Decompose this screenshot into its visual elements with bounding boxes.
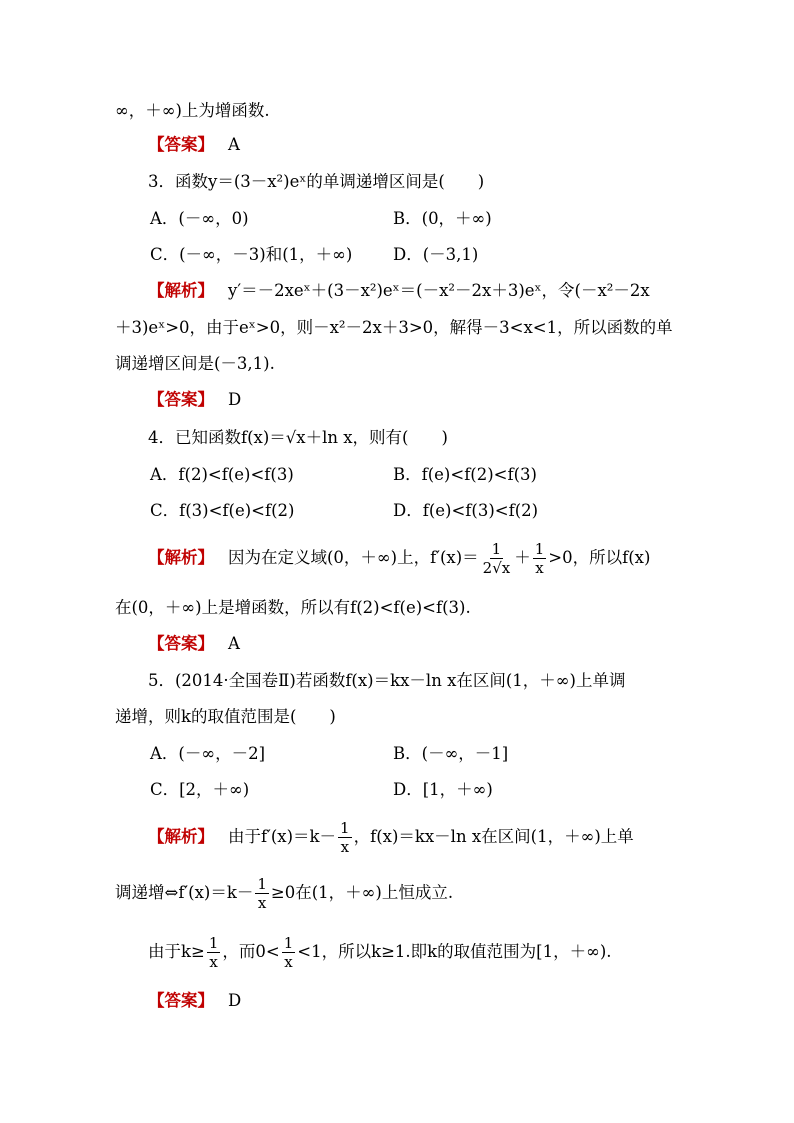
option-d: D．[1，＋∞) [393, 780, 493, 799]
solution-tag: 【解析】 [148, 548, 214, 567]
answer-value: D [228, 390, 242, 409]
solution-tag: 【解析】 [148, 281, 214, 300]
option-c: C．f(3)<f(e)<f(2) [150, 501, 295, 520]
option-d: D．f(e)<f(3)<f(2) [393, 501, 539, 520]
fraction-denominator: x [340, 838, 350, 856]
fraction-denominator: 2√x [482, 559, 511, 577]
solution-text: <1，所以k≥1.即k的取值范围为[1，＋∞). [297, 942, 612, 961]
fraction-denominator: x [209, 953, 218, 971]
option-b: B．(－∞，－1] [393, 744, 509, 763]
answer-line [148, 134, 684, 156]
answer-tag: 【答案】 [148, 634, 214, 653]
question-5-cont: 递增，则k的取值范围是( ) [115, 707, 336, 726]
answer-value: A [228, 634, 240, 653]
fraction-numerator: 1 [208, 934, 219, 952]
answer-value: A [228, 135, 240, 154]
solution-text: ，f(x)＝kx－ln x在区间(1，＋∞)上单 [353, 827, 634, 846]
fraction [255, 875, 269, 912]
option-a: A．f(2)<f(e)<f(3) [150, 465, 294, 484]
question-5: 5．(2014·全国卷Ⅱ)若函数f(x)＝kx－ln x在区间(1，＋∞)上单调 [148, 671, 626, 690]
answer-tag: 【答案】 [148, 390, 214, 409]
solution-line: 【解析】 因为在定义域(0，＋∞)上，f′(x)＝ $\frac{1}{2√x}$ ＋ $\frac{1}{x}$ >0，所以f(x) [148, 540, 651, 577]
fraction-numerator: 1 [340, 819, 350, 837]
answer-value: D [228, 991, 242, 1010]
text-line: ∞，＋∞)上为增函数. [115, 101, 270, 120]
solution-text: 因为在定义域(0，＋∞)上，f′(x)＝ [228, 548, 479, 567]
answer-line [148, 389, 684, 411]
answer-tag: 【答案】 [148, 991, 214, 1010]
option-d: D．(－3,1) [393, 245, 479, 264]
question-3: 3．函数y＝(3－x²)eˣ的单调递增区间是( ) [148, 172, 485, 191]
solution-text: 由于k≥ [148, 942, 205, 961]
fraction [282, 934, 296, 971]
option-c: C．(－∞，－3)和(1，＋∞) [150, 245, 353, 264]
fraction-denominator: x [535, 559, 544, 577]
option-c: C．[2，＋∞) [150, 780, 250, 799]
solution-line: ＋3)eˣ>0，由于eˣ>0，则－x²－2x＋3>0，解得－3<x<1，所以函数的单 [115, 318, 673, 337]
solution-line: 在(0，＋∞)上是增函数，所以有f(2)<f(e)<f(3). [115, 598, 471, 617]
solution-text: ≥0在(1，＋∞)上恒成立. [270, 883, 454, 902]
answer-tag: 【答案】 [148, 135, 214, 154]
solution-line [148, 815, 684, 859]
fraction [207, 934, 221, 971]
option-b: B．f(e)<f(2)<f(3) [393, 465, 537, 484]
fraction-denominator: x [257, 894, 267, 912]
answer-line [148, 633, 684, 655]
answer-line [148, 990, 684, 1012]
solution-line [148, 930, 684, 974]
solution-line [115, 871, 684, 915]
option-b: B．(0，＋∞) [393, 209, 492, 228]
solution-text: 由于f′(x)＝k－ [228, 827, 337, 846]
solution-text: 调递增⇔f′(x)＝k－ [115, 883, 254, 902]
question-4: 4．已知函数f(x)＝√x＋ln x，则有( ) [148, 428, 448, 447]
option-a: A．(－∞，0) [150, 209, 249, 228]
fraction-numerator: 1 [257, 875, 267, 893]
solution-line: 调递增区间是(－3,1). [115, 354, 275, 373]
fraction-numerator: 1 [491, 540, 502, 558]
fraction-numerator: 1 [534, 540, 545, 558]
fraction [533, 540, 547, 577]
fraction [338, 819, 352, 856]
solution-text: ，而0< [222, 942, 280, 961]
fraction [481, 540, 513, 577]
solution-line [148, 280, 684, 302]
solution-text: >0，所以f(x) [548, 548, 651, 567]
fraction-numerator: 1 [283, 934, 294, 952]
fraction-denominator: x [284, 953, 293, 971]
solution-text: y′＝－2xeˣ＋(3－x²)eˣ＝(－x²－2x＋3)eˣ，令(－x²－2x [228, 281, 650, 300]
solution-tag: 【解析】 [148, 827, 214, 846]
option-a: A．(－∞，－2] [150, 744, 266, 763]
